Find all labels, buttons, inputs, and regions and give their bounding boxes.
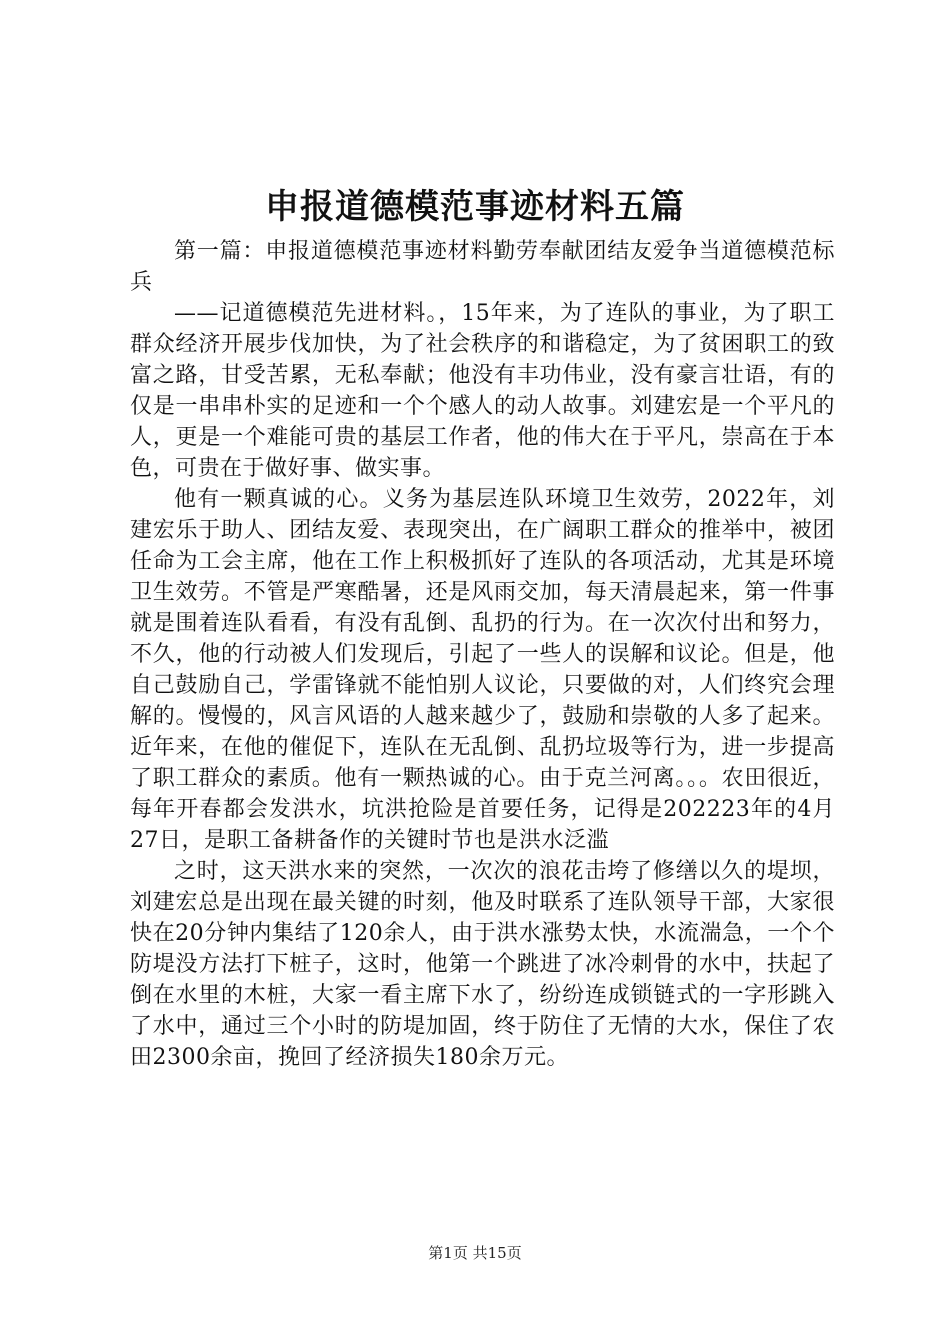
document-body [130,236,835,1073]
paragraph: 之时，这天洪水来的突然，一次次的浪花击垮了修缮以久的堤坝，刘建宏总是出现在最关键的时刻，他及时联系了连队领导干部，大家很快在20分钟内集结了120余人，由于洪水涨势太快，水流湍急，一个个防堤没方法打下桩子，这时，他第一个跳进了冰冷刺骨的水中，扶起了倒在水里的木桩，大家一看主席下水了，纷纷连成锁链式的一字形跳入了水中，通过三个小时的防堤加固，终于防住了无情的大水，保住了农田2300余亩，挽回了经济损失180余万元。 [130,859,835,1070]
document-title: 申报道德模范事迹材料五篇 [265,187,685,227]
paragraph: 他有一颗真诚的心。义务为基层连队环境卫生效劳，2022年，刘建宏乐于助人、团结友爱、表现突出，在广阔职工群众的推举中，被团任命为工会主席，他在工作上积极抓好了连队的各项活动，尤其是环境卫生效劳。不管是严寒酷暑，还是风雨交加，每天清晨起来，第一件事就是围着连队看看，有没有乱倒、乱扔的行为。在一次次付出和努力，不久，他的行动被人们发现后，引起了一些人的误解和议论。但是，他自己鼓励自己，学雷锋就不能怕别人议论，只要做的对，人们终究会理解的。慢慢的，风言风语的人越来越少了，鼓励和崇敬的人多了起来。近年来，在他的催促下，连队在无乱倒、乱扔垃圾等行为，进一步提高了职工群众的素质。他有一颗热诚的心。由于克兰河离。。。农田很近，每年开春都会发洪水，坑洪抢险是首要任务，记得是202223年的4月27日，是职工备耕备作的关键时节也是洪水泛滥 [130,487,835,853]
paragraph: ——记道德模范先进材料。，15年来，为了连队的事业，为了职工群众经济开展步伐加快，为了社会秩序的和谐稳定，为了贫困职工的致富之路，甘受苦累，无私奉献；他没有丰功伟业，没有豪言壮语，有的仅是一串串朴实的足迹和一个个感人的动人故事。刘建宏是一个平凡的人，更是一个难能可贵的基层工作者，他的伟大在于平凡，崇高在于本色，可贵在于做好事、做实事。 [130,301,835,481]
paragraph-heading: 第一篇：申报道德模范事迹材料勤劳奉献团结友爱争当道德模范标兵 [130,239,835,295]
page-footer: 第1页 共15页 [428,1244,522,1262]
